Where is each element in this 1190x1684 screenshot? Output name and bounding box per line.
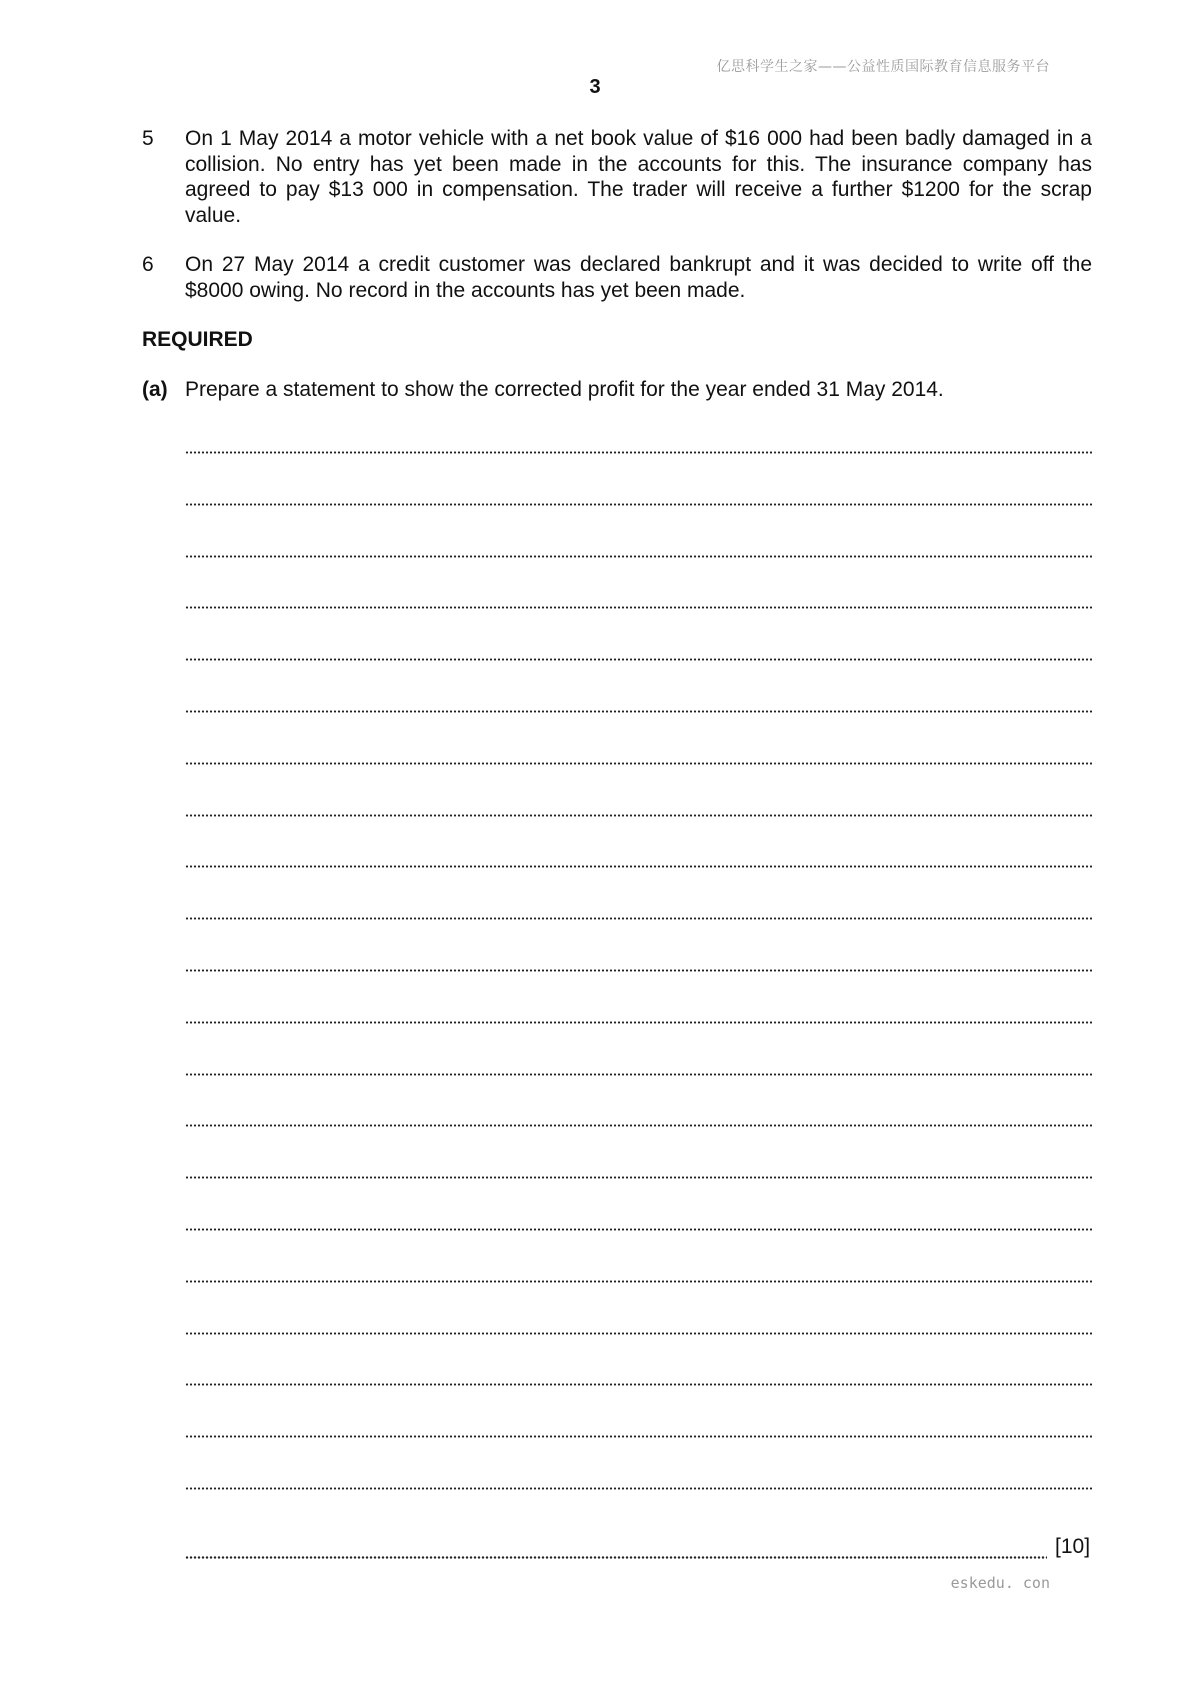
answer-line-last[interactable]: [185, 1556, 1047, 1559]
list-item-6: [142, 252, 1092, 303]
answer-line[interactable]: [185, 1435, 1092, 1438]
answer-line[interactable]: [185, 1021, 1092, 1024]
answer-line[interactable]: [185, 606, 1092, 609]
item-text: On 27 May 2014 a credit customer was declared bankrupt and it was decided to write off the $8000 owing. No record in the accounts has yet been made.: [185, 253, 1092, 302]
answer-line[interactable]: [185, 762, 1092, 765]
answer-line[interactable]: [185, 865, 1092, 868]
answer-line[interactable]: [185, 451, 1092, 454]
answer-line[interactable]: [185, 1176, 1092, 1179]
answer-line[interactable]: [185, 814, 1092, 817]
question-text: Prepare a statement to show the corrected profit for the year ended 31 May 2014.: [185, 378, 944, 401]
marks-label: [10]: [1055, 1535, 1091, 1558]
watermark-text: 亿思科学生之家——公益性质国际教育信息服务平台: [716, 59, 1050, 75]
item-text: On 1 May 2014 a motor vehicle with a net book value of $16 000 had been badly damaged in a collision. No entry has yet been made in the accounts for this. The insurance company has agreed to pay $13 000 in compensation. The trader will receive a further $1200 for the scrap value.: [185, 127, 1092, 227]
item-number: 6: [142, 253, 154, 276]
answer-line[interactable]: [185, 710, 1092, 713]
footer-site: eskedu. con: [950, 1574, 1050, 1592]
answer-line[interactable]: [185, 1332, 1092, 1335]
item-number: 5: [142, 127, 154, 150]
answer-line[interactable]: [185, 658, 1092, 661]
required-heading: REQUIRED: [142, 328, 253, 351]
answer-line[interactable]: [185, 1228, 1092, 1231]
question-a: [142, 378, 1092, 402]
answer-line[interactable]: [185, 1073, 1092, 1076]
question-label: (a): [142, 378, 168, 401]
answer-line[interactable]: [185, 1280, 1092, 1283]
page-number: 3: [589, 76, 601, 98]
answer-line[interactable]: [185, 1383, 1092, 1386]
answer-line[interactable]: [185, 555, 1092, 558]
answer-line[interactable]: [185, 1487, 1092, 1490]
answer-line[interactable]: [185, 917, 1092, 920]
answer-line[interactable]: [185, 969, 1092, 972]
list-item-5: [142, 126, 1092, 228]
answer-line[interactable]: [185, 503, 1092, 506]
answer-line[interactable]: [185, 1124, 1092, 1127]
